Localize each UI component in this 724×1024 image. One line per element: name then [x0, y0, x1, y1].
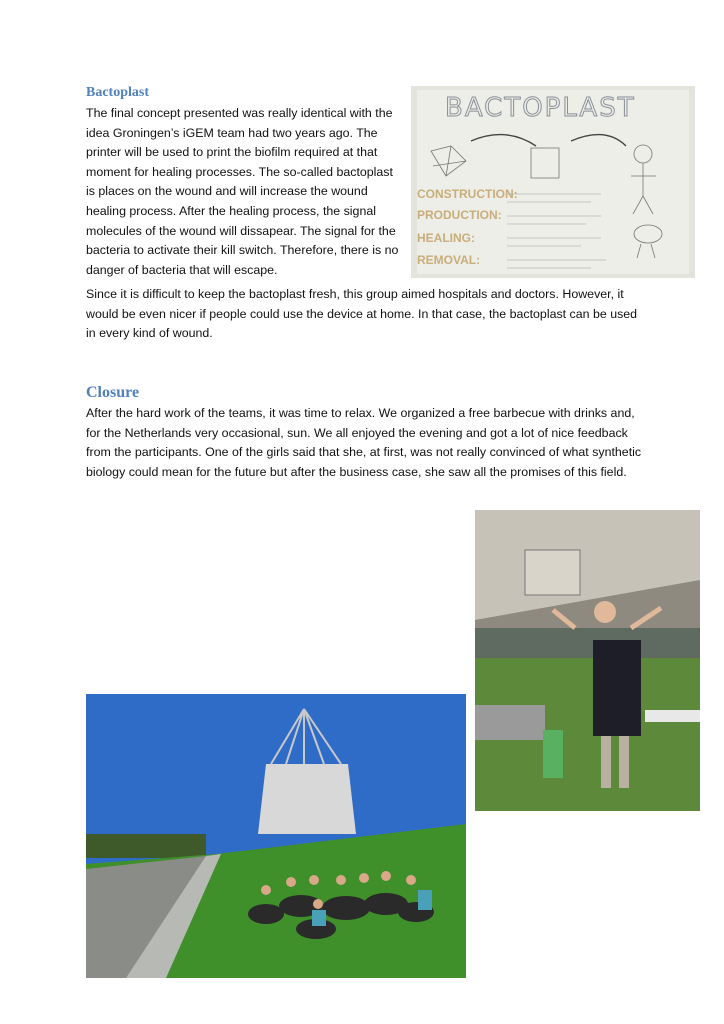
poster-row-4: REMOVAL:: [417, 253, 481, 267]
bactoplast-paragraph-2: Since it is difficult to keep the bactoplast fresh, this group aimed hospitals and doctors. However, it would be even nicer if people could use the device at home. In that case, the bactoplast can be used in every kind of wound.: [86, 287, 638, 341]
poster-row-1: CONSTRUCTION:: [417, 187, 518, 201]
poster-title: BACTOPLAST: [445, 93, 636, 123]
closure-paragraph: After the hard work of the teams, it was time to relax. We organized a free barbecue with drinks and, for the Netherlands very occasional, sun. We all enjoyed the evening and got a lot of nice feedback from the participants. One of the girls said that she, at first, was not really convinced of what synthetic biology could mean for the future but after the business case, she saw all the promises of this field.: [86, 406, 642, 479]
section-title-closure: Closure: [86, 384, 140, 401]
poster-row-2: PRODUCTION:: [417, 208, 502, 222]
bactoplast-paragraph-1: The final concept presented was really identical with the idea Groningen’s iGEM team had two years ago. The printer will be used to print the biofilm required at that moment for healing processes. The so-called bactoplast is places on the wound and will increase the wound healing process. After the healing process, the signal molecules of the wound will dissapear. The signal for the bacteria to activate their kill switch. Therefore, there is no danger of bacteria that will escape.: [86, 106, 399, 277]
library-lawn-photo: [86, 694, 466, 978]
bactoplast-poster-photo: [411, 86, 695, 278]
poster-row-3: HEALING:: [417, 231, 475, 245]
section-title-bactoplast: Bactoplast: [86, 85, 149, 100]
barbecue-photo: [475, 510, 700, 811]
